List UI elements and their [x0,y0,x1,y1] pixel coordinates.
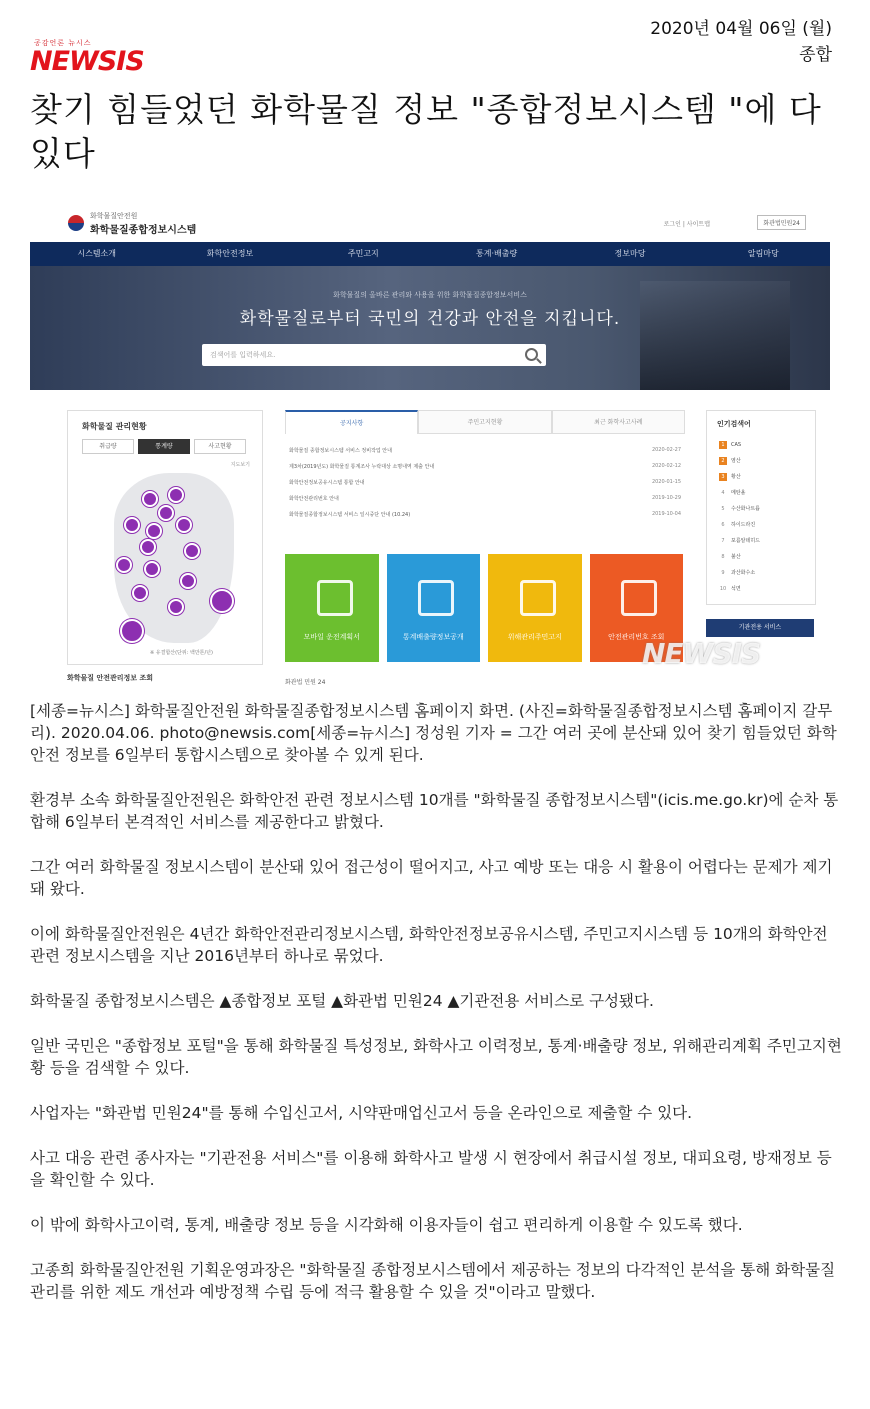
photo-status-tab: 사고현황 [194,439,246,454]
photo-notice-date: 2019-10-29 [651,495,681,501]
article-photo [30,205,830,693]
photo-util-button: 화관법민원24 [757,215,806,230]
photo-nav-item: 통계·배출량 [476,249,518,258]
article-paragraph: 사업자는 "화관법 민원24"를 통해 수입신고서, 시약판매업신고서 등을 온라인으로 제출할 수 있다. [30,1104,693,1122]
government-emblem-icon [68,215,84,231]
photo-rank-item: 1 CAS [719,441,741,449]
map-marker [132,585,148,601]
photo-notice-date: 2020-02-12 [651,463,681,469]
photo-notice-date: 2020-01-15 [651,479,681,485]
photo-rank-item: 7 포름알데히드 [721,538,760,544]
photo-nav-item: 주민고지 [347,249,379,258]
photo-tile-label: 통계배출량정보공개 [402,633,464,641]
photo-rank-item: 8 불산 [721,554,741,560]
photo-rank-item: 5 수산화나트륨 [721,506,760,512]
photo-status-tab: 통계량 [138,439,190,454]
photo-notice-title: 화학안전관리번호 안내 [289,496,339,502]
bar-chart-icon [418,580,454,616]
article-paragraph: 사고 대응 관련 종사자는 "기관전용 서비스"를 이용해 화학사고 발생 시 현장에서 취급시설 정보, 대피요령, 방재정보 등을 확인할 수 있다. [30,1149,832,1189]
photo-rank-item: 3 황산 [719,473,741,481]
article-paragraph: 이 밖에 화학사고이력, 통계, 배출량 정보 등을 시각화해 이용자들이 쉽고 편리하게 이용할 수 있도록 했다. [30,1216,743,1234]
photo-search-box [202,344,546,366]
id-card-search-icon [621,580,657,616]
photo-tile-label: 위해관리주민고지 [507,633,562,641]
photo-status-title: 화학물질 관리현황 [82,422,147,431]
map-marker [146,523,162,539]
map-marker [180,573,196,589]
photo-popular-title: 인기검색어 [717,420,751,428]
photo-rank-item: 4 메탄올 [721,490,746,496]
photo-org-name: 화학물질안전원 [90,212,138,220]
photo-nav-item: 시스템소개 [77,249,116,258]
photo-tile-statistics [387,554,481,662]
photo-popular-keywords [706,410,816,605]
map-marker [124,517,140,533]
article-date: 2020년 04월 06일 (월) [650,19,832,39]
photo-notice-item [285,491,685,507]
photo-site-name: 화학물질종합정보시스템 [90,225,197,236]
map-marker [210,589,234,613]
article-paragraph: 환경부 소속 화학물질안전원은 화학안전 관련 정보시스템 10개를 "화학물질 종합정보시스템"(icis.me.go.kr)에 순차 통합해 6일부터 본격적인 서비스를 제공한다고 밝혔다. [30,791,839,831]
photo-notice-item [285,443,685,459]
map-marker [168,599,184,615]
map-marker [176,517,192,533]
article-paragraph: 고종희 화학물질안전원 기획운영과장은 "화학물질 종합정보시스템에서 제공하는 정보의 다각적인 분석을 통해 화학물질 관리를 위한 제도 개선과 예방정책 수립 등에 적극 활용할 수 있을 것"이라고 말했다. [30,1261,836,1301]
photo-map-legend: ※ 유결합산(단위: 백만톤/년) [150,650,213,656]
map-marker [158,505,174,521]
photo-tile-label: 안전관리번호 조회 [608,633,665,641]
photo-nav-item: 정보마당 [614,249,646,258]
logo-tagline: 공감언론 뉴시스 [34,39,92,47]
search-icon [525,348,538,361]
article-section: 종합 [799,45,832,65]
photo-left-footer: 화학물질 안전관리정보 조회 [67,674,154,682]
photo-tile-mobile [285,554,379,662]
photo-status-tabs [82,439,246,454]
article-paragraph: 이에 화학물질안전원은 4년간 화학안전관리정보시스템, 화학안전정보공유시스템, 주민고지시스템 등 10개의 화학안전 관련 정보시스템을 지난 2016년부터 하나로 묶었다. [30,925,828,965]
photo-notice-tab: 주민고지현황 [418,410,551,434]
photo-map-note: 지도보기 [230,462,250,468]
newsis-watermark: NEWSIS [642,637,761,670]
photo-notice-title: 화학물질 종합정보시스템 서비스 정비작업 안내 [289,448,392,454]
article-paragraph: 화학물질 종합정보시스템은 ▲종합정보 포털 ▲화관법 민원24 ▲기관전용 서비스로 구성됐다. [30,992,654,1010]
korea-map-image [114,473,234,643]
photo-agency-button: 기관전용 서비스 [706,619,814,637]
logo-wordmark: NEWSIS [30,46,144,77]
photo-notice-list [285,443,685,523]
photo-notice-title: 화학물질종합정보시스템 서비스 일시중단 안내 (10.24) [289,512,411,518]
article-paragraph: 그간 여러 화학물질 정보시스템이 분산돼 있어 접근성이 떨어지고, 사고 예방 또는 대응 시 활용이 어렵다는 문제가 제기돼 왔다. [30,858,833,898]
photo-nav-item: 화학안전정보 [206,249,254,258]
photo-notice-tab: 공지사항 [285,410,418,434]
map-marker [184,543,200,559]
photo-notice-title: 제3차(2019년도) 화학물질 통계조사 누락대상 소명내역 제출 안내 [289,464,435,470]
map-marker [144,561,160,577]
photo-notice-tabs [285,410,685,434]
photo-notice-item [285,507,685,523]
photo-below-tiles: 화관법 민원 24 [285,679,326,686]
article-body [30,700,842,1326]
photo-notice-tab: 최근 화학사고사례 [552,410,685,434]
photo-notice-date: 2019-10-04 [651,511,681,517]
photo-status-panel [67,410,263,665]
document-icon [520,580,556,616]
photo-rank-item: 9 과산화수소 [721,570,756,576]
photo-notice-date: 2020-02-27 [651,447,681,453]
map-marker [168,487,184,503]
photo-rank-item: 6 하이드라진 [721,522,756,528]
photo-search-placeholder: 검색어를 입력하세요. [210,351,276,359]
photo-banner-title: 화학물질로부터 국민의 건강과 안전을 지킵니다. [239,309,621,329]
map-marker [140,539,156,555]
photo-notice-title: 화학안전정보공유시스템 통합 안내 [289,480,365,486]
photo-tile-label: 모바일 운전계획서 [303,633,360,641]
photo-rank-item: 10 석면 [719,586,741,592]
photo-service-tiles [285,554,683,662]
photo-banner-subtitle: 화학물질의 올바른 관리와 사용을 위한 화학물질종합정보서비스 [333,291,527,299]
photo-status-tab: 취급량 [82,439,134,454]
photo-notice-item [285,459,685,475]
article-headline: 찾기 힘들었던 화학물질 정보 "종합정보시스템 "에 다있다 [30,90,822,173]
photo-hero-banner [30,266,830,390]
photo-site-header [30,205,830,239]
photo-rank-item: 2 염산 [719,457,741,465]
photo-nav-item: 알림마당 [747,249,779,258]
photo-util-links: 로그인 | 사이트맵 [663,221,710,228]
photo-nav-bar [30,242,830,266]
map-marker [142,491,158,507]
article-paragraph: 일반 국민은 "종합정보 포털"을 통해 화학물질 특성정보, 화학사고 이력정보, 통계·배출량 정보, 위해관리계획 주민고지현황 등을 검색할 수 있다. [30,1037,842,1077]
newsis-logo[interactable] [30,38,170,76]
article-meta [650,16,832,68]
map-marker [120,619,144,643]
photo-notice-item [285,475,685,491]
article-paragraph: [세종=뉴시스] 화학물질안전원 화학물질종합정보시스템 홈페이지 화면. (사진=화학물질종합정보시스템 홈페이지 갈무리). 2020.04.06. photo@newsis.com[세종=뉴시스] 정성원 기자 = 그간 여러 곳에 분산돼 있어 찾기 힘들었던 화학안전 정보를 6일부터 통합시스템으로 찾아볼 수 있게 된다. [30,702,837,764]
mobile-phone-icon [317,580,353,616]
photo-tile-risk-notice [488,554,582,662]
map-marker [116,557,132,573]
